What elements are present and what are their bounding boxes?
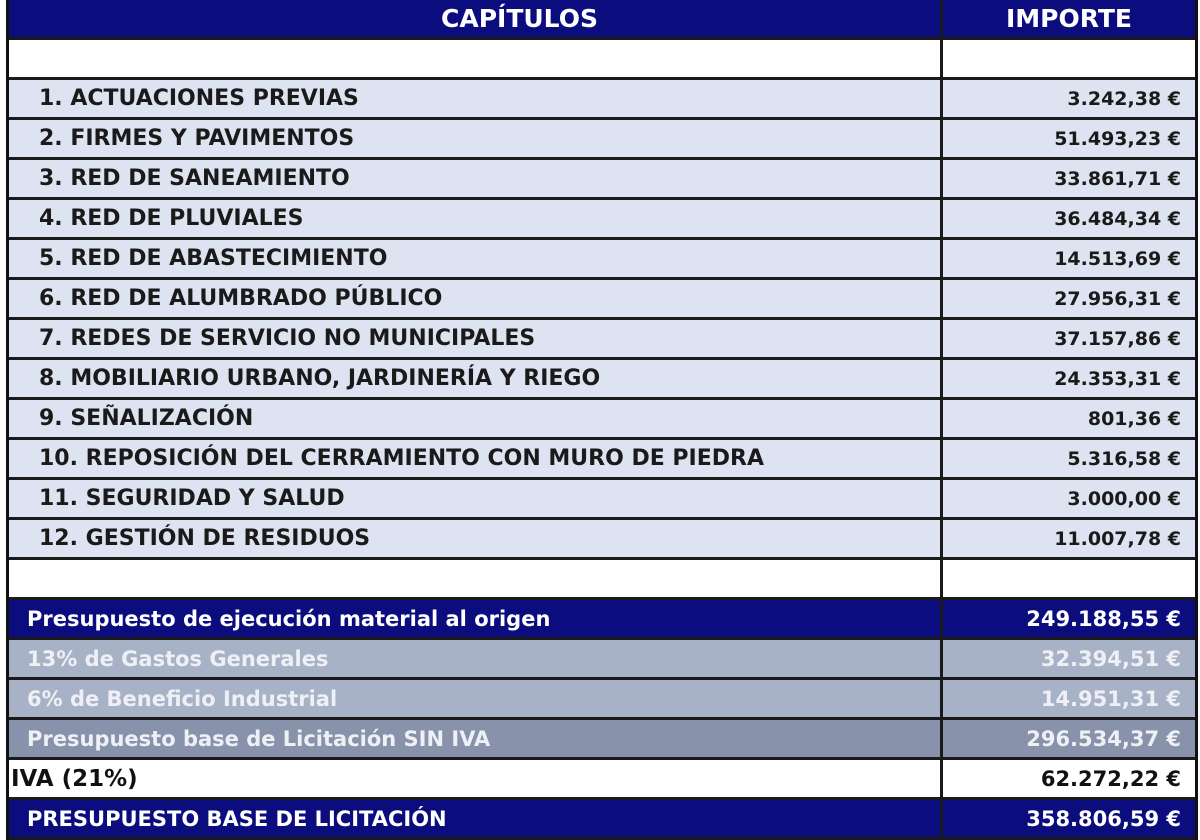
- material-execution-row: [9, 600, 1195, 640]
- chapter-row: [9, 480, 1195, 520]
- chapter-amount: 36.484,34 €: [1054, 207, 1181, 230]
- chapter-amount: 3.242,38 €: [1067, 87, 1181, 110]
- chapter-amount: 27.956,31 €: [1054, 287, 1181, 310]
- chapter-amount: 801,36 €: [1087, 407, 1181, 430]
- chapter-row: [9, 440, 1195, 480]
- summary-label: 6% de Beneficio Industrial: [9, 680, 943, 717]
- industrial-profit-row: [9, 680, 1195, 720]
- blank-row: [9, 40, 1195, 80]
- chapter-row: [9, 400, 1195, 440]
- chapter-label: 6. RED DE ALUMBRADO PÚBLICO: [9, 280, 943, 317]
- chapter-amount: 5.316,58 €: [1067, 447, 1181, 470]
- chapter-label: 2. FIRMES Y PAVIMENTOS: [9, 120, 943, 157]
- summary-label: 13% de Gastos Generales: [9, 640, 943, 677]
- vat-row: [9, 760, 1195, 800]
- summary-amount: 32.394,51 €: [1040, 646, 1181, 671]
- summary-label: Presupuesto base de Licitación SIN IVA: [9, 720, 943, 757]
- header-chapters: CAPÍTULOS: [9, 0, 943, 37]
- budget-table: [6, 0, 1198, 840]
- chapter-row: [9, 280, 1195, 320]
- summary-label: IVA (21%): [9, 760, 943, 797]
- summary-label: PRESUPUESTO BASE DE LICITACIÓN: [9, 800, 943, 837]
- base-without-vat-row: [9, 720, 1195, 760]
- chapter-row: [9, 320, 1195, 360]
- chapter-label: 9. SEÑALIZACIÓN: [9, 400, 943, 437]
- summary-amount: 358.806,59 €: [1026, 806, 1181, 831]
- chapter-label: 1. ACTUACIONES PREVIAS: [9, 80, 943, 117]
- summary-amount: 296.534,37 €: [1026, 726, 1181, 751]
- chapter-row: [9, 200, 1195, 240]
- chapter-row: [9, 360, 1195, 400]
- chapter-amount: 3.000,00 €: [1067, 487, 1181, 510]
- summary-label: Presupuesto de ejecución material al origen: [9, 600, 943, 637]
- chapter-row: [9, 520, 1195, 560]
- chapter-row: [9, 80, 1195, 120]
- chapter-label: 12. GESTIÓN DE RESIDUOS: [9, 520, 943, 557]
- chapter-amount: 24.353,31 €: [1054, 367, 1181, 390]
- summary-amount: 14.951,31 €: [1040, 686, 1181, 711]
- chapter-amount: 51.493,23 €: [1054, 127, 1181, 150]
- chapter-label: 8. MOBILIARIO URBANO, JARDINERÍA Y RIEGO: [9, 360, 943, 397]
- general-expenses-row: [9, 640, 1195, 680]
- chapter-label: 11. SEGURIDAD Y SALUD: [9, 480, 943, 517]
- chapter-label: 4. RED DE PLUVIALES: [9, 200, 943, 237]
- chapter-row: [9, 120, 1195, 160]
- header-amount: IMPORTE: [1005, 4, 1132, 33]
- chapter-label: 3. RED DE SANEAMIENTO: [9, 160, 943, 197]
- total-budget-row: [9, 800, 1195, 840]
- chapter-label: 5. RED DE ABASTECIMIENTO: [9, 240, 943, 277]
- chapter-row: [9, 240, 1195, 280]
- chapter-label: 10. REPOSICIÓN DEL CERRAMIENTO CON MURO DE PIEDRA: [9, 440, 943, 477]
- table-header: [9, 0, 1195, 40]
- chapter-amount: 11.007,78 €: [1054, 527, 1181, 550]
- chapter-row: [9, 160, 1195, 200]
- summary-amount: 249.188,55 €: [1026, 606, 1181, 631]
- chapter-amount: 14.513,69 €: [1054, 247, 1181, 270]
- summary-amount: 62.272,22 €: [1040, 766, 1181, 791]
- chapter-label: 7. REDES DE SERVICIO NO MUNICIPALES: [9, 320, 943, 357]
- chapter-amount: 33.861,71 €: [1054, 167, 1181, 190]
- blank-row: [9, 560, 1195, 600]
- chapter-amount: 37.157,86 €: [1054, 327, 1181, 350]
